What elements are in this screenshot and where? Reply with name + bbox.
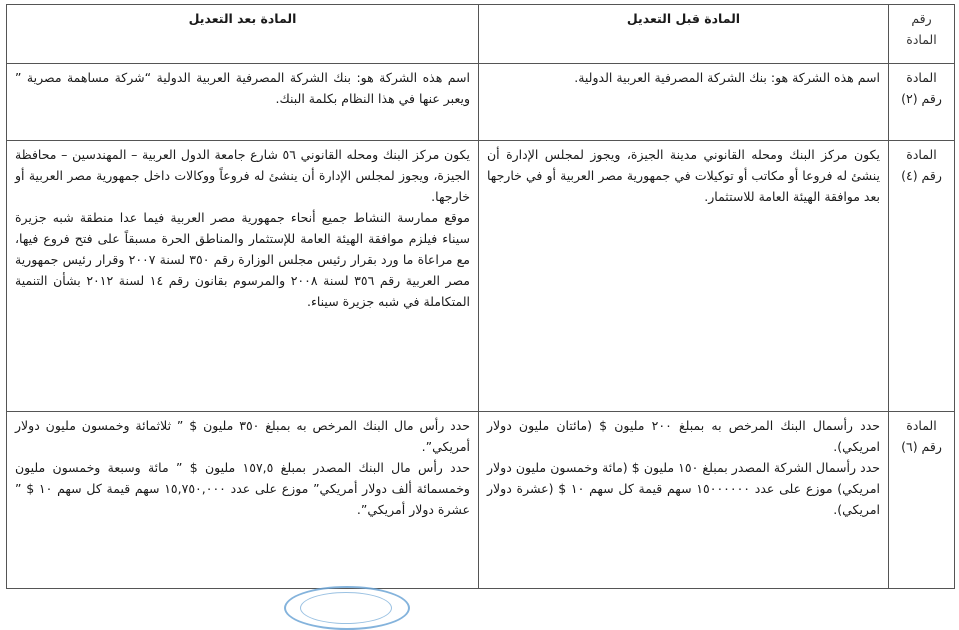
table-header-row xyxy=(7,5,955,64)
after-amendment-cell xyxy=(7,412,479,589)
paragraph: حدد رأس مال البنك المصدر بمبلغ ١٥٧,٥ مليون $ ” مائة وسبعة وخمسون مليون وخمسمائة ألف دولار أمريكي” موزع على عدد ١٥,٧٥٠,٠٠٠ سهم قيمة كل سهم ١٠ $ ” عشرة دولار أمريكي”. xyxy=(15,460,470,517)
table-row xyxy=(7,412,955,589)
paragraph: اسم هذه الشركة هو: بنك الشركة المصرفية العربية الدولية “شركة مساهمة مصرية ” ويعبر عنها في هذا النظام بكلمة البنك. xyxy=(15,70,470,106)
article-number-cell: المادة رقم (٤) xyxy=(889,141,955,412)
before-amendment-cell xyxy=(479,64,889,141)
paragraph: يكون مركز البنك ومحله القانوني مدينة الجيزة، ويجوز لمجلس الإدارة أن ينشئ له فروعا أو مكاتب أو توكيلات في جمهورية مصر العربية أو في خارجها بعد موافقة الهيئة العامة للاستثمار. xyxy=(487,147,880,204)
paragraph: اسم هذه الشركة هو: بنك الشركة المصرفية العربية الدولية. xyxy=(574,70,880,85)
paragraph: موقع ممارسة النشاط جميع أنحاء جمهورية مصر العربية فيما عدا منطقة شبه جزيرة سيناء فيلزم موافقة الهيئة العامة للإستثمار والمناطق الحرة مسبقاً على فتح فروع فيها، مع مراعاة ما ورد بقرار رئيس مجلس الوزارة رقم ٣٥٠ لسنة ٢٠٠٧ وقرار رئيس جمهورية مصر العربية رقم ٣٥٦ لسنة ٢٠٠٨ والمرسوم بقانون رقم ١٤ لسنة ٢٠١٢ بشأن التنمية المتكاملة في شبه جزيرة سيناء. xyxy=(15,210,470,309)
article-number-cell: المادة رقم (٦) xyxy=(889,412,955,589)
after-amendment-cell xyxy=(7,64,479,141)
amendment-table xyxy=(6,4,955,589)
before-amendment-cell xyxy=(479,412,889,589)
paragraph: يكون مركز البنك ومحله القانوني ٥٦ شارع جامعة الدول العربية – المهندسين – محافظة الجيزة، ويجوز لمجلس الإدارة أن ينشئ له فروعاً ووكالات داخل جمهورية مصر العربية أو خارجها. xyxy=(15,147,470,204)
header-after-amendment: المادة بعد التعديل xyxy=(7,5,479,64)
header-before-amendment: المادة قبل التعديل xyxy=(479,5,889,64)
stamp-seal-inner-ring xyxy=(300,592,392,624)
after-amendment-cell xyxy=(7,141,479,412)
paragraph: حدد رأس مال البنك المرخص به بمبلغ ٣٥٠ مليون $ ” ثلاثمائة وخمسون مليون دولار أمريكي”. xyxy=(15,418,470,454)
paragraph: حدد رأسمال البنك المرخص به بمبلغ ٢٠٠ مليون $ (مائتان مليون دولار امريكي). xyxy=(487,418,880,454)
before-amendment-cell xyxy=(479,141,889,412)
paragraph: حدد رأسمال الشركة المصدر بمبلغ ١٥٠ مليون $ (مائة وخمسون مليون دولار امريكي) موزع على عدد ١٥٠٠٠٠٠٠ سهم قيمة كل سهم ١٠ $ (عشرة دولار امريكي). xyxy=(487,460,881,517)
article-number-cell: المادة رقم (٢) xyxy=(889,64,955,141)
table-row xyxy=(7,64,955,141)
header-article-number: رقم المادة xyxy=(889,5,955,64)
table-row xyxy=(7,141,955,412)
